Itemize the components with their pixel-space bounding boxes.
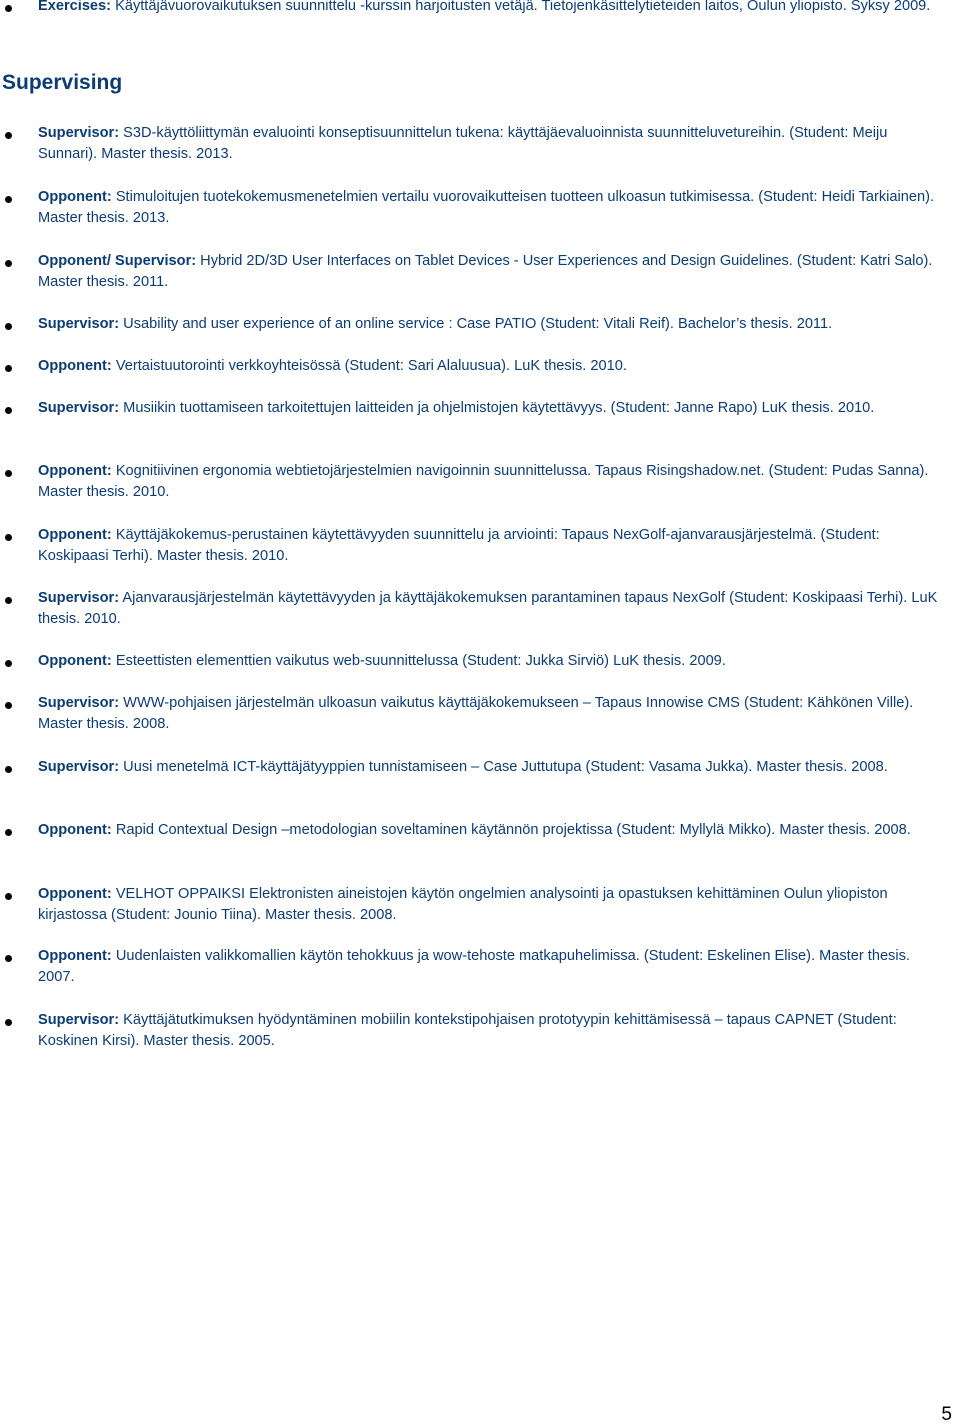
bullet-icon [5,597,12,604]
bullet-icon [5,702,12,709]
list-item-text [38,651,940,672]
role-label: Opponent: [38,189,112,205]
role-label: Supervisor: [38,590,120,606]
bullet-icon [5,260,12,267]
thesis-description: Vertaistuutorointi verkkoyhteisössä (Student: Sari Alaluusua). LuK thesis. 2010. [115,358,627,374]
bullet-icon [5,365,12,372]
thesis-description: Uusi menetelmä ICT-käyttäjätyyppien tunnistamiseen – Case Juttutupa (Student: Vasama Jukka). Master thesis. 2008. [123,759,888,775]
list-item-text [38,123,940,165]
bullet-icon [5,323,12,330]
bullet-icon [5,893,12,900]
thesis-description: Uudenlaisten valikkomallien käytön tehokkuus ja wow-tehoste matkapuhelimissa. (Student: Eskelinen Elise). Master thesis. 2007. [38,948,910,985]
section-heading: Supervising [2,71,123,94]
thesis-description: Ajanvarausjärjestelmän käytettävyyden ja käyttäjäkokemuksen parantaminen tapaus NexGolf (Student: Koskipaasi Terhi). LuK thesis. 2010. [38,590,938,627]
role-label: Supervisor: [38,400,120,416]
role-label: Opponent: [38,948,112,964]
bullet-icon [5,955,12,962]
thesis-description: S3D-käyttöliittymän evaluointi konseptisuunnittelun tukena: käyttäjäevaluoinnista suunnitteluvetureihin. (Student: Meiju Sunnari). Master thesis. 2013. [38,125,888,162]
list-item-text [38,588,940,630]
bullet-icon [5,132,12,139]
list-item-text [38,1010,940,1052]
list-item-text [38,757,940,778]
role-label: Opponent: [38,463,112,479]
list-item-text [38,693,940,735]
bullet-icon [5,660,12,667]
role-label: Opponent: [38,822,112,838]
list-item-text [38,946,940,988]
role-label: Opponent: [38,886,112,902]
thesis-description: Stimuloitujen tuotekokemusmenetelmien vertailu vuorovaikutteisen tuotteen ulkoasun tutkimisessa. (Student: Heidi Tarkiainen). Master thesis. 2013. [38,189,935,226]
list-item-text [38,461,940,503]
role-label: Opponent: [38,358,112,374]
thesis-description: Käyttäjäkokemus-perustainen käytettävyyden suunnittelu ja arviointi: Tapaus NexGolf-ajanvarausjärjestelmä. (Student: Koskipaasi Terhi). Master thesis. 2010. [38,527,880,564]
role-label: Opponent: [38,653,112,669]
role-label: Supervisor: [38,316,120,332]
list-item-text [38,525,940,567]
thesis-description: Rapid Contextual Design –metodologian soveltaminen käytännön projektissa (Student: Myllylä Mikko). Master thesis. 2008. [115,822,911,838]
thesis-description: Hybrid 2D/3D User Interfaces on Tablet Devices - User Experiences and Design Guidelines. (Student: Katri Salo). Master thesis. 2011. [38,253,933,290]
role-label: Supervisor: [38,125,120,141]
list-item-text [38,251,940,293]
role-label: Opponent/ Supervisor: [38,253,197,269]
list-item-text [38,314,940,335]
exercises-description: Käyttäjävuorovaikutuksen suunnittelu -kurssin harjoitusten vetäjä. Tietojenkäsittelytieteiden laitos, Oulun yliopisto. Syksy 2009. [115,0,931,14]
list-item-text [38,356,940,377]
bullet-icon [5,534,12,541]
thesis-description: WWW-pohjaisen järjestelmän ulkoasun vaikutus käyttäjäkokemukseen – Tapaus Innowise CMS (Student: Kähkönen Ville). Master thesis. 2008. [38,695,914,732]
bullet-icon [5,5,12,12]
role-label: Supervisor: [38,695,120,711]
thesis-description: Kognitiivinen ergonomia webtietojärjestelmien navigoinnin suunnittelussa. Tapaus Risingshadow.net. (Student: Pudas Sanna). Master thesis. 2010. [38,463,929,500]
list-item-text [38,884,940,926]
role-label: Opponent: [38,527,112,543]
bullet-icon [5,196,12,203]
list-item-text [38,187,940,229]
thesis-description: VELHOT OPPAIKSI Elektronisten aineistojen käytön ongelmien analysointi ja opastuksen kehittäminen Oulun yliopiston kirjastossa (Student: Jounio Tiina). Master thesis. 2008. [38,886,888,923]
thesis-description: Musiikin tuottamiseen tarkoitettujen laitteiden ja ohjelmistojen käytettävyys. (Student: Janne Rapo) LuK thesis. 2010. [123,400,875,416]
list-item-text [38,398,940,419]
bullet-icon [5,829,12,836]
role-label: Supervisor: [38,759,120,775]
list-item-text [38,820,940,841]
thesis-description: Esteettisten elementtien vaikutus web-suunnittelussa (Student: Jukka Sirviö) LuK thesis. 2009. [115,653,726,669]
bullet-icon [5,1019,12,1026]
bullet-icon [5,470,12,477]
thesis-description: Usability and user experience of an online service : Case PATIO (Student: Vitali Reif). Bachelor’s thesis. 2011. [123,316,833,332]
role-label: Supervisor: [38,1012,120,1028]
bullet-icon [5,407,12,414]
exercises-text [38,0,940,17]
exercises-label: Exercises: [38,0,112,14]
bullet-icon [5,766,12,773]
page-number: 5 [941,1404,952,1425]
thesis-description: Käyttäjätutkimuksen hyödyntäminen mobiilin kontekstipohjaisen prototyypin kehittämisessä – tapaus CAPNET (Student: Koskinen Kirsi). Master thesis. 2005. [38,1012,897,1049]
